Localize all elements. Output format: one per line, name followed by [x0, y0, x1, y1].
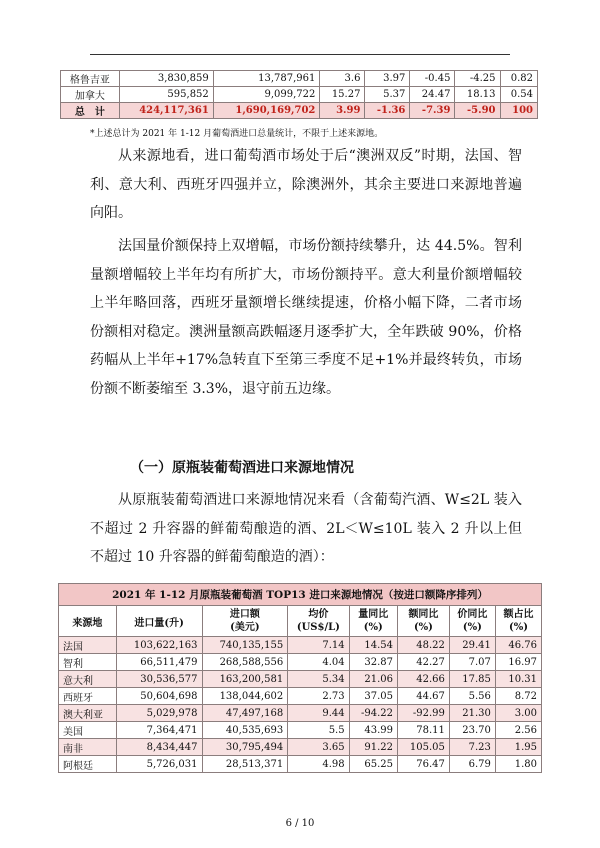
column-header: 进口量(升): [116, 606, 202, 637]
table-cell: 13,787,961: [213, 71, 320, 87]
table-row: [59, 654, 542, 671]
table-cell: 南非: [59, 739, 117, 756]
table-cell: 78.11: [397, 722, 449, 739]
page-number: 6 / 10: [285, 818, 315, 829]
column-header: 量同比 (%): [349, 606, 397, 637]
table-cell: 6.79: [449, 756, 495, 773]
table-cell: 4.04: [288, 654, 349, 671]
table-cell: 5.5: [288, 722, 349, 739]
table-cell: 10.31: [495, 671, 541, 688]
table-cell: 105.05: [397, 739, 449, 756]
table-cell: 4.98: [288, 756, 349, 773]
table-total-row: [61, 103, 538, 119]
table-cell: -0.45: [410, 71, 455, 87]
table-row: [61, 87, 538, 103]
paragraph-1: 从来源地看，进口葡萄酒市场处于后“澳洲双反”时期，法国、智利、意大利、西班牙四强并立，除澳洲外，其余主要进口来源地普遍向阳。: [90, 148, 522, 221]
column-header: 进口额 (美元): [202, 606, 288, 637]
column-header: 价同比 (%): [449, 606, 495, 637]
table-cell: 0.82: [500, 71, 538, 87]
table-cell: 1.95: [495, 739, 541, 756]
paragraph-2: 法国量价额保持上双增幅，市场份额持续攀升，达 44.5%。智利量额增幅较上半年均有所扩大，市场份额持平。意大利量价额增幅较上半年略回落，西班牙量额增长继续提速，价格小幅下降，二者市场份额相对稳定。澳洲量额高跌幅逐月逐季扩大，全年跌破 90%，价格药幅从上半年+17%急转直下至第三季度不足+1%并最终转负，市场份额不断萎缩至 3.3%，退守前五边缘。: [90, 238, 522, 397]
table-cell: 28,513,371: [202, 756, 288, 773]
table-cell: 40,535,693: [202, 722, 288, 739]
table-cell: 西班牙: [59, 688, 117, 705]
table-row: [61, 71, 538, 87]
table-row: [59, 637, 542, 654]
table-top13-sources: [58, 583, 542, 773]
table-cell: -7.39: [410, 103, 455, 119]
table-cell: 1.80: [495, 756, 541, 773]
table-cell: 7.23: [449, 739, 495, 756]
section-heading: （一）原瓶装葡萄酒进口来源地情况: [130, 460, 354, 476]
table-cell: 16.97: [495, 654, 541, 671]
table-cell: 智利: [59, 654, 117, 671]
table-cell: 8.72: [495, 688, 541, 705]
table-cell: 424,117,361: [119, 103, 213, 119]
table-cell: 8,434,447: [116, 739, 202, 756]
table-cell: 23.70: [449, 722, 495, 739]
table-cell: 37.05: [349, 688, 397, 705]
table-cell: -1.36: [365, 103, 410, 119]
table-cell: 21.06: [349, 671, 397, 688]
column-header: 均价 (US$/L): [288, 606, 349, 637]
table-cell: 30,795,494: [202, 739, 288, 756]
table-cell: 格鲁吉亚: [61, 71, 120, 87]
table-cell: 163,200,581: [202, 671, 288, 688]
table-cell: 2.56: [495, 722, 541, 739]
table-cell: 42.66: [397, 671, 449, 688]
column-header: 来源地: [59, 606, 117, 637]
table-cell: 3.97: [365, 71, 410, 87]
paragraph-3: 从原瓶装葡萄酒进口来源地情况来看（含葡萄汽酒、W≤2L 装入不超过 2 升容器的鲜葡萄酿造的酒、2L＜W≤10L 装入 2 升以上但不超过 10 升容器的鲜葡萄酿造的酒）：: [90, 492, 522, 565]
table-cell: 268,588,556: [202, 654, 288, 671]
table-row: [59, 705, 542, 722]
table-cell: 24.47: [410, 87, 455, 103]
table-cell: -5.90: [455, 103, 500, 119]
table-cell: 5.56: [449, 688, 495, 705]
table-cell: 30,536,577: [116, 671, 202, 688]
table-note: *上述总计为 2021 年 1-12 月葡萄酒进口总量统计，不限于上述来源地。: [90, 129, 384, 139]
table-cell: 17.85: [449, 671, 495, 688]
table-cell: 3.6: [320, 71, 365, 87]
table-cell: 总 计: [61, 103, 120, 119]
table-cell: 138,044,602: [202, 688, 288, 705]
table-cell: -94.22: [349, 705, 397, 722]
table-cell: 14.54: [349, 637, 397, 654]
table-cell: 595,852: [119, 87, 213, 103]
table-cell: 100: [500, 103, 538, 119]
table-cell: 76.47: [397, 756, 449, 773]
table-cell: 3.00: [495, 705, 541, 722]
header-rule: [90, 54, 510, 55]
table-cell: 9.44: [288, 705, 349, 722]
table-row: [59, 739, 542, 756]
table-cell: 46.76: [495, 637, 541, 654]
table-cell: 65.25: [349, 756, 397, 773]
table-cell: 阿根廷: [59, 756, 117, 773]
table-cell: 5.34: [288, 671, 349, 688]
table-cell: 法国: [59, 637, 117, 654]
table-row: [59, 688, 542, 705]
table-cell: 47,497,168: [202, 705, 288, 722]
table-cell: 32.87: [349, 654, 397, 671]
table-cell: 18.13: [455, 87, 500, 103]
table-cell: -92.99: [397, 705, 449, 722]
table-cell: 44.67: [397, 688, 449, 705]
table-cell: 29.41: [449, 637, 495, 654]
table-cell: 15.27: [320, 87, 365, 103]
table-cell: 澳大利亚: [59, 705, 117, 722]
table-cell: 2.73: [288, 688, 349, 705]
table-cell: 5,726,031: [116, 756, 202, 773]
table-cell: 3,830,859: [119, 71, 213, 87]
table-cell: 21.30: [449, 705, 495, 722]
table-cell: 42.27: [397, 654, 449, 671]
table-row: [59, 756, 542, 773]
column-header: 额同比 (%): [397, 606, 449, 637]
table-cell: 1,690,169,702: [213, 103, 320, 119]
table-cell: 0.54: [500, 87, 538, 103]
table-row: [59, 671, 542, 688]
table-cell: 意大利: [59, 671, 117, 688]
table-caption: 2021 年 1-12 月原瓶装葡萄酒 TOP13 进口来源地情况（按进口额降序排列）: [58, 583, 542, 605]
column-header: 额占比 (%): [495, 606, 541, 637]
table-cell: 103,622,163: [116, 637, 202, 654]
table-cell: 3.99: [320, 103, 365, 119]
table-top-continued: [60, 70, 538, 119]
table-cell: 43.99: [349, 722, 397, 739]
table-cell: 66,511,479: [116, 654, 202, 671]
table-cell: 加拿大: [61, 87, 120, 103]
table-cell: 48.22: [397, 637, 449, 654]
table-cell: -4.25: [455, 71, 500, 87]
table-cell: 91.22: [349, 739, 397, 756]
table-cell: 7.14: [288, 637, 349, 654]
table-cell: 740,135,155: [202, 637, 288, 654]
table-cell: 7.07: [449, 654, 495, 671]
table-cell: 9,099,722: [213, 87, 320, 103]
table-cell: 5.37: [365, 87, 410, 103]
table-cell: 美国: [59, 722, 117, 739]
table-row: [59, 722, 542, 739]
table-cell: 50,604,698: [116, 688, 202, 705]
table-cell: 5,029,978: [116, 705, 202, 722]
table-cell: 3.65: [288, 739, 349, 756]
table-cell: 7,364,471: [116, 722, 202, 739]
